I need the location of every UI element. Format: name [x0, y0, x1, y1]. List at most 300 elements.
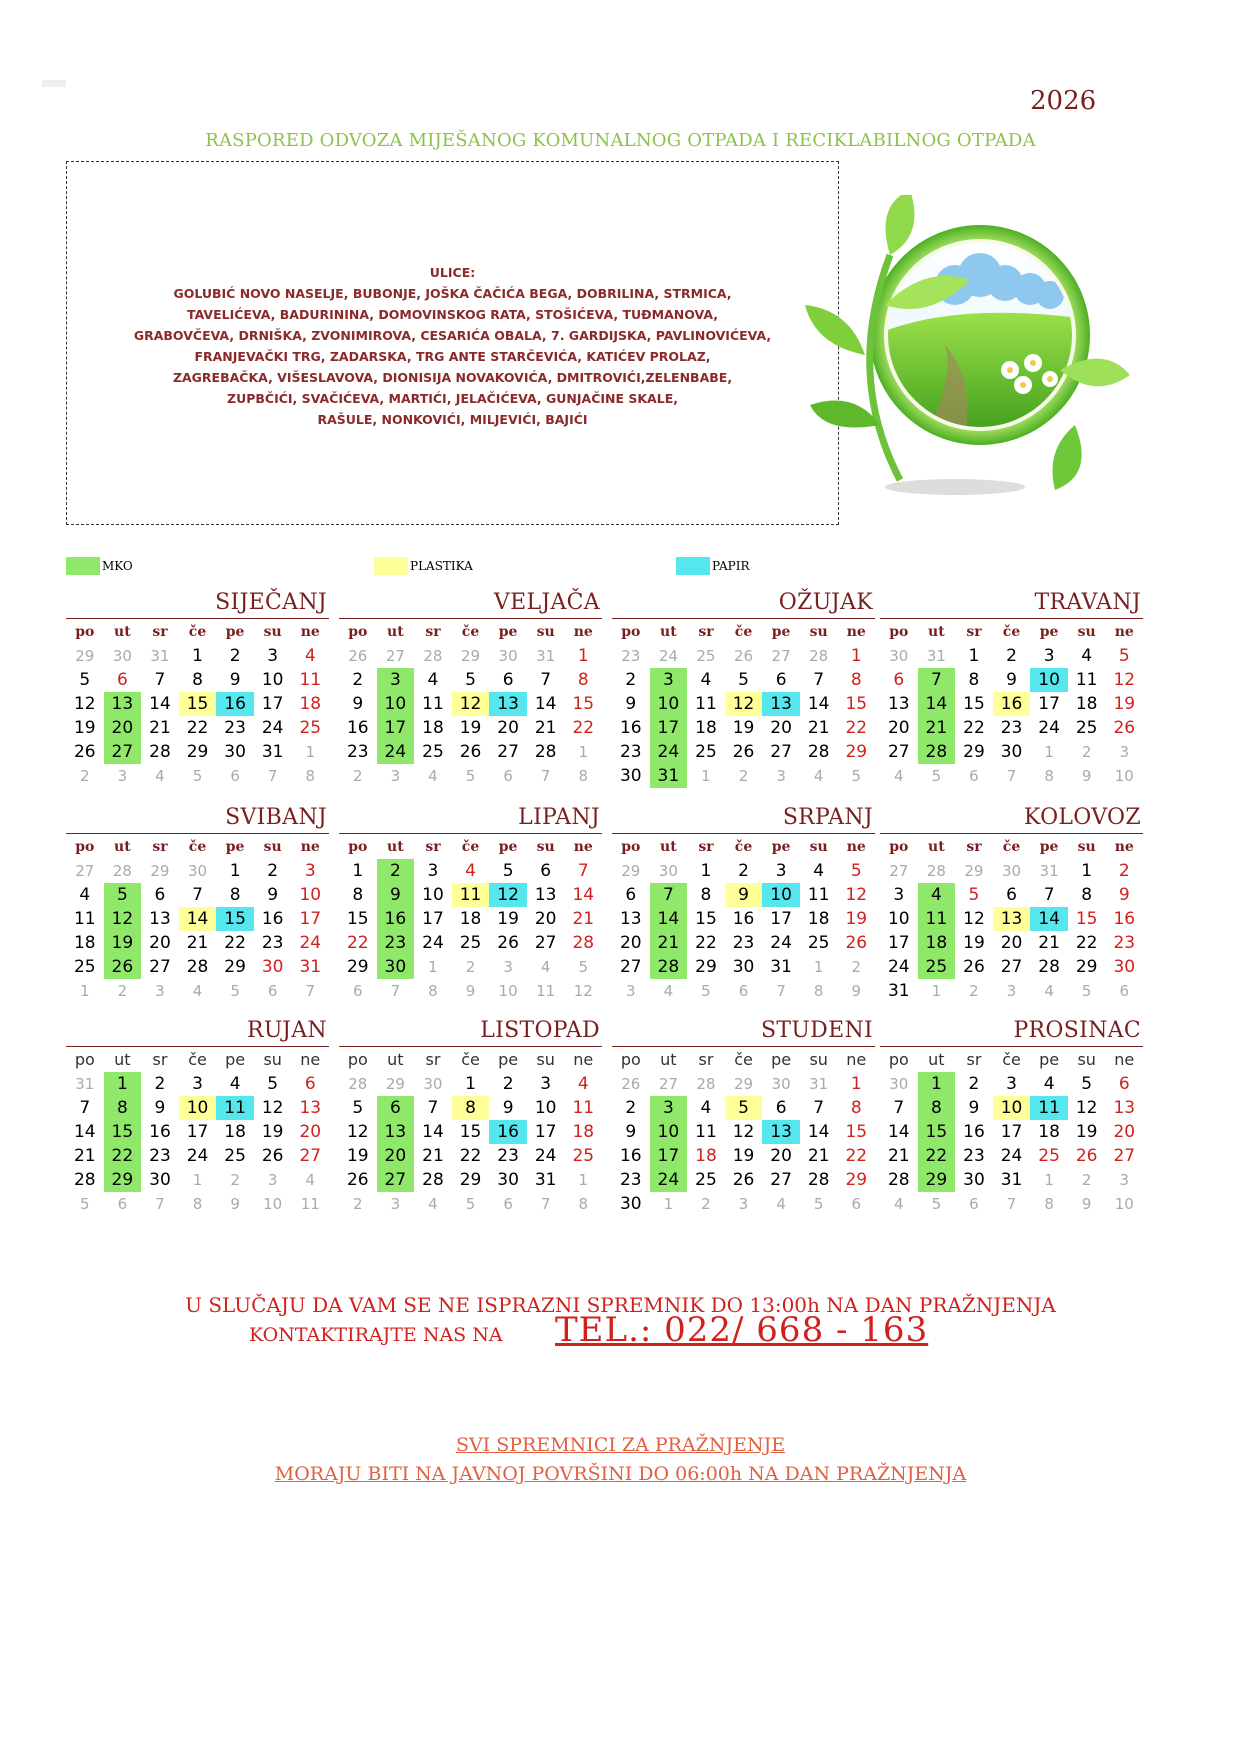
day-cell: 20: [149, 933, 171, 953]
day-cell: 2: [353, 1195, 363, 1213]
weekday-label: pe: [1039, 1050, 1060, 1069]
day-cell: 29: [459, 1170, 482, 1190]
day-cell: 21: [1038, 933, 1060, 953]
bottom-notice-2: MORAJU BITI NA JAVNOJ POVRŠINI DO 06:00h NA DAN PRAŽNJENJA: [274, 1463, 967, 1485]
day-cell: 27: [619, 957, 642, 977]
weekday-label: po: [347, 1050, 368, 1069]
day-cell: 6: [503, 1195, 513, 1213]
month-name: KOLOVOZ: [1023, 805, 1141, 830]
weekday-label: po: [889, 624, 909, 640]
month-divider: [66, 1046, 329, 1047]
day-cell: 11: [422, 694, 444, 714]
day-cell: 27: [497, 742, 519, 762]
month-name: SIJEČANJ: [215, 590, 327, 615]
day-cell: 4: [700, 670, 712, 690]
day-cell: 5: [701, 982, 711, 1000]
day-cell: 26: [733, 647, 754, 665]
day-cell: 23: [963, 1146, 985, 1166]
day-cell: 9: [230, 1195, 240, 1213]
day-cell: 20: [1113, 1122, 1136, 1142]
day-cell: 7: [192, 885, 203, 905]
week-row: [880, 1096, 1143, 1120]
day-cell: 13: [887, 694, 910, 714]
day-cell: 20: [534, 909, 557, 929]
week-row: [880, 716, 1143, 740]
day-cell: 10: [1030, 668, 1068, 692]
day-cell: 8: [813, 982, 824, 1000]
day-cell: 1: [578, 1171, 589, 1189]
day-cell: 11: [300, 1195, 320, 1213]
weekday-label: pe: [498, 839, 518, 855]
day-cell: 18: [224, 1122, 246, 1142]
day-cell: 3: [1119, 743, 1130, 761]
week-row: [880, 931, 1143, 955]
day-cell: 23: [619, 1170, 642, 1190]
day-cell: 16: [216, 692, 254, 716]
day-cell: 31: [809, 1075, 829, 1093]
weekday-label: po: [888, 1050, 909, 1069]
day-cell: 20: [377, 1144, 415, 1168]
day-cell: 1: [701, 767, 711, 785]
day-cell: 9: [1081, 1195, 1092, 1213]
streets-line: RAŠULE, NONKOVIĆI, MILJEVIĆI, BAJIĆI: [317, 412, 588, 427]
day-cell: 23: [621, 647, 641, 665]
weekday-label: su: [536, 624, 555, 640]
day-cell: 5: [352, 1098, 364, 1118]
week-row: [339, 1144, 602, 1168]
weekday-header: [880, 620, 1143, 644]
day-cell: 3: [1006, 1074, 1017, 1094]
day-cell: 4: [79, 885, 91, 905]
day-cell: 15: [104, 1120, 142, 1144]
day-cell: 27: [770, 742, 792, 762]
day-cell: 1: [229, 861, 241, 881]
week-row: [612, 1144, 875, 1168]
day-cell: 24: [650, 1168, 688, 1192]
day-cell: 12: [489, 883, 527, 907]
day-cell: 10: [179, 1096, 217, 1120]
day-cell: 22: [224, 933, 246, 953]
day-cell: 12: [845, 885, 868, 905]
weekday-label: po: [889, 839, 909, 855]
day-cell: 29: [918, 1168, 956, 1192]
legend-papir: [676, 557, 750, 575]
day-cell: 2: [230, 1171, 240, 1189]
week-row: [339, 668, 602, 692]
day-cell: 8: [1044, 1195, 1054, 1213]
weekday-label: ne: [846, 1050, 867, 1069]
day-cell: 26: [348, 647, 368, 665]
weekday-header: [880, 835, 1143, 859]
day-cell: 14: [807, 1122, 830, 1142]
day-cell: 17: [299, 909, 322, 929]
day-cell: 5: [104, 883, 142, 907]
day-cell: 7: [813, 670, 825, 690]
day-cell: 1: [465, 1074, 476, 1094]
day-cell: 31: [1000, 1170, 1023, 1190]
day-cell: 3: [390, 1195, 401, 1213]
day-cell: 9: [502, 1098, 514, 1118]
day-cell: 8: [918, 1096, 956, 1120]
day-cell: 26: [459, 742, 482, 762]
month-grid: [66, 1048, 329, 1216]
weekday-label: pe: [771, 839, 791, 855]
month-divider: [612, 1046, 875, 1047]
day-cell: 1: [428, 958, 438, 976]
day-cell: 31: [650, 764, 688, 788]
day-cell: 9: [465, 982, 476, 1000]
day-cell: 9: [267, 885, 279, 905]
weekday-header: [612, 620, 875, 644]
day-cell: 2: [1006, 646, 1017, 666]
weekday-label: ne: [300, 624, 320, 640]
weekday-label: ut: [387, 624, 404, 640]
week-row: [339, 692, 602, 716]
weekday-label: če: [188, 624, 207, 640]
day-cell: 4: [427, 670, 439, 690]
day-cell: 24: [1000, 1146, 1023, 1166]
day-cell: 4: [813, 767, 824, 785]
week-row: [339, 1192, 602, 1216]
month-name: OŽUJAK: [778, 590, 873, 615]
day-cell: 23: [149, 1146, 171, 1166]
day-cell: 6: [625, 885, 637, 905]
phone-number[interactable]: TEL.: 022/ 668 - 163: [555, 1310, 929, 1350]
day-cell: 7: [1006, 767, 1017, 785]
day-cell: 4: [192, 982, 203, 1000]
week-row: [880, 644, 1143, 668]
day-cell: 3: [304, 861, 316, 881]
weekday-label: sr: [425, 624, 441, 640]
week-row: [612, 668, 875, 692]
day-cell: 13: [1113, 1098, 1136, 1118]
day-cell: 22: [346, 933, 369, 953]
day-cell: 25: [459, 933, 482, 953]
year-label: 2026: [1030, 86, 1097, 116]
weekday-label: sr: [698, 624, 714, 640]
day-cell: 29: [460, 647, 481, 665]
day-cell: 1: [968, 646, 980, 666]
month-grid: [66, 620, 329, 788]
day-cell: 10: [498, 982, 518, 1000]
weekday-label: su: [809, 624, 828, 640]
day-cell: 28: [918, 740, 956, 764]
day-cell: 1: [1044, 1171, 1054, 1189]
month-name: RUJAN: [247, 1018, 327, 1043]
legend-plastika-swatch: [374, 557, 408, 575]
day-cell: 27: [889, 862, 909, 880]
month-divider: [880, 618, 1143, 619]
day-cell: 8: [352, 885, 364, 905]
week-row: [66, 907, 329, 931]
day-cell: 11: [695, 1122, 717, 1142]
weekday-label: ne: [573, 1050, 594, 1069]
day-cell: 18: [695, 1146, 717, 1166]
weekday-label: ut: [928, 624, 945, 640]
day-cell: 28: [423, 647, 443, 665]
week-row: [66, 644, 329, 668]
weekday-label: če: [188, 839, 207, 855]
day-cell: 23: [732, 933, 755, 953]
day-cell: 13: [149, 909, 171, 929]
day-cell: 16: [619, 718, 642, 738]
day-cell: 20: [770, 718, 792, 738]
day-cell: 17: [261, 694, 284, 714]
day-cell: 28: [809, 647, 829, 665]
day-cell: 9: [352, 694, 364, 714]
day-cell: 14: [149, 694, 171, 714]
day-cell: 6: [304, 1074, 316, 1094]
weekday-label: ne: [300, 1050, 321, 1069]
week-row: [612, 644, 875, 668]
day-cell: 18: [1038, 1122, 1060, 1142]
week-row: [880, 979, 1143, 1003]
day-cell: 27: [75, 862, 95, 880]
day-cell: 8: [850, 670, 862, 690]
day-cell: 10: [299, 885, 322, 905]
week-row: [339, 764, 602, 788]
week-row: [66, 859, 329, 883]
day-cell: 11: [807, 885, 830, 905]
weekday-header: [66, 620, 329, 644]
day-cell: 5: [813, 1195, 824, 1213]
month-name: SRPANJ: [782, 805, 873, 830]
weekday-label: su: [263, 839, 282, 855]
day-cell: 10: [762, 883, 800, 907]
day-cell: 4: [304, 646, 316, 666]
day-cell: 20: [299, 1122, 322, 1142]
day-cell: 24: [658, 647, 678, 665]
day-cell: 21: [73, 1146, 96, 1166]
day-cell: 12: [452, 692, 490, 716]
day-cell: 29: [104, 1168, 142, 1192]
day-cell: 2: [377, 859, 415, 883]
day-cell: 24: [650, 740, 688, 764]
weekday-label: ut: [660, 839, 677, 855]
day-cell: 13: [104, 692, 142, 716]
week-row: [66, 692, 329, 716]
day-cell: 1: [813, 958, 824, 976]
month-divider: [880, 833, 1143, 834]
day-cell: 28: [807, 742, 830, 762]
week-row: [612, 859, 875, 883]
day-cell: 6: [377, 1096, 415, 1120]
day-cell: 8: [192, 1195, 203, 1213]
day-cell: 15: [845, 694, 868, 714]
day-cell: 8: [968, 670, 980, 690]
day-cell: 6: [1118, 1074, 1130, 1094]
week-row: [339, 955, 602, 979]
day-cell: 30: [377, 955, 415, 979]
day-cell: 16: [489, 1120, 527, 1144]
day-cell: 14: [572, 885, 595, 905]
day-cell: 21: [422, 1146, 444, 1166]
day-cell: 29: [385, 1075, 405, 1093]
week-row: [66, 1120, 329, 1144]
day-cell: 7: [918, 668, 956, 692]
day-cell: 8: [850, 1098, 862, 1118]
legend-mko: [66, 557, 133, 575]
day-cell: 6: [540, 861, 552, 881]
weekday-label: sr: [152, 1050, 168, 1069]
day-cell: 5: [851, 767, 862, 785]
day-cell: 5: [738, 670, 749, 690]
day-cell: 2: [154, 1074, 166, 1094]
bottom-notice-1: SVI SPREMNICI ZA PRAŽNJENJE: [455, 1434, 786, 1456]
page-title: RASPORED ODVOZA MIJEŠANOG KOMUNALNOG OTPADA I RECIKLABILNOG OTPADA: [205, 130, 1036, 151]
day-cell: 29: [845, 1170, 868, 1190]
weekday-label: po: [348, 839, 368, 855]
day-cell: 26: [845, 933, 868, 953]
day-cell: 18: [695, 718, 717, 738]
day-cell: 17: [650, 1144, 688, 1168]
day-cell: 6: [969, 1195, 979, 1213]
day-cell: 15: [845, 1122, 868, 1142]
week-row: [880, 955, 1143, 979]
day-cell: 6: [117, 1195, 128, 1213]
weekday-label: sr: [966, 1050, 982, 1069]
day-cell: 16: [963, 1122, 985, 1142]
day-cell: 28: [1038, 957, 1060, 977]
day-cell: 5: [465, 767, 476, 785]
day-cell: 15: [918, 1120, 956, 1144]
day-cell: 26: [104, 955, 142, 979]
day-cell: 7: [1043, 885, 1055, 905]
day-cell: 9: [968, 1098, 980, 1118]
day-cell: 20: [770, 1146, 792, 1166]
day-cell: 25: [224, 1146, 246, 1166]
weekday-label: ut: [387, 839, 404, 855]
day-cell: 4: [663, 982, 674, 1000]
weekday-label: su: [1077, 1050, 1096, 1069]
day-cell: 30: [732, 957, 755, 977]
day-cell: 1: [578, 743, 589, 761]
weekday-label: pe: [771, 1050, 792, 1069]
weekday-header: [612, 835, 875, 859]
day-cell: 2: [625, 670, 637, 690]
day-cell: 27: [658, 1075, 678, 1093]
weekday-label: ne: [1114, 1050, 1135, 1069]
week-row: [612, 1168, 875, 1192]
day-cell: 10: [422, 885, 444, 905]
day-cell: 5: [1081, 982, 1092, 1000]
month-divider: [66, 833, 329, 834]
day-cell: 4: [813, 861, 825, 881]
weekday-label: sr: [152, 839, 168, 855]
weekday-label: su: [809, 1050, 828, 1069]
day-cell: 30: [1000, 742, 1023, 762]
day-cell: 25: [1075, 718, 1098, 738]
weekday-label: če: [461, 624, 480, 640]
day-cell: 4: [229, 1074, 241, 1094]
day-cell: 2: [968, 1074, 980, 1094]
legend-papir-swatch: [676, 557, 710, 575]
day-cell: 4: [894, 1195, 904, 1213]
day-cell: 9: [625, 694, 637, 714]
day-cell: 22: [186, 718, 209, 738]
day-cell: 18: [459, 909, 482, 929]
day-cell: 10: [650, 1120, 688, 1144]
day-cell: 4: [1044, 982, 1054, 1000]
day-cell: 25: [299, 718, 322, 738]
month-divider: [880, 1046, 1143, 1047]
day-cell: 4: [577, 1074, 589, 1094]
day-cell: 9: [377, 883, 415, 907]
week-row: [66, 1072, 329, 1096]
day-cell: 2: [738, 767, 749, 785]
day-cell: 7: [776, 982, 786, 1000]
month-grid: [880, 835, 1143, 1003]
day-cell: 1: [104, 1072, 142, 1096]
day-cell: 27: [1000, 957, 1023, 977]
month-name: LISTOPAD: [480, 1018, 600, 1043]
day-cell: 2: [1118, 861, 1130, 881]
day-cell: 28: [807, 1170, 830, 1190]
day-cell: 15: [963, 694, 985, 714]
day-cell: 4: [1081, 646, 1093, 666]
weekday-label: če: [734, 1050, 753, 1069]
legend-mko-swatch: [66, 557, 100, 575]
day-cell: 22: [845, 718, 868, 738]
weekday-label: ut: [928, 839, 945, 855]
day-cell: 27: [377, 1168, 415, 1192]
weekday-label: po: [348, 624, 368, 640]
weekday-label: su: [1077, 839, 1096, 855]
week-row: [612, 883, 875, 907]
day-cell: 28: [149, 742, 171, 762]
week-row: [66, 979, 329, 1003]
day-cell: 7: [155, 1195, 165, 1213]
legend-papir-label: PAPIR: [712, 559, 750, 573]
day-cell: 29: [963, 742, 985, 762]
streets-line: ZAGREBAČKA, VIŠESLAVOVA, DIONISIJA NOVAKOVIĆA, DMITROVIĆI,ZELENBABE,: [172, 370, 733, 385]
week-row: [612, 907, 875, 931]
weekday-label: su: [809, 839, 828, 855]
day-cell: 29: [75, 647, 95, 665]
legend-plastika: [374, 557, 473, 575]
day-cell: 14: [73, 1122, 96, 1142]
day-cell: 9: [154, 1098, 166, 1118]
week-row: [339, 979, 602, 1003]
day-cell: 5: [578, 958, 589, 976]
day-cell: 25: [696, 647, 716, 665]
day-cell: 30: [112, 647, 132, 665]
day-cell: 7: [650, 883, 688, 907]
day-cell: 8: [229, 885, 241, 905]
week-row: [880, 740, 1143, 764]
day-cell: 5: [465, 1195, 476, 1213]
streets-heading: ULICE:: [429, 265, 476, 280]
day-cell: 13: [762, 692, 800, 716]
day-cell: 10: [1114, 1195, 1134, 1213]
day-cell: 28: [422, 1170, 444, 1190]
day-cell: 11: [536, 982, 556, 1000]
weekday-label: ut: [387, 1050, 404, 1069]
day-cell: 3: [776, 767, 786, 785]
day-cell: 5: [502, 861, 514, 881]
eco-landscape-logo: [805, 195, 1135, 505]
weekday-label: če: [461, 839, 480, 855]
day-cell: 2: [80, 767, 90, 785]
day-cell: 30: [1001, 862, 1022, 880]
day-cell: 8: [192, 670, 203, 690]
day-cell: 19: [1113, 694, 1136, 714]
weekday-label: pe: [225, 1050, 246, 1069]
weekday-label: pe: [1039, 839, 1059, 855]
day-cell: 21: [149, 718, 171, 738]
day-cell: 17: [887, 933, 910, 953]
weekday-header: [880, 1048, 1143, 1072]
